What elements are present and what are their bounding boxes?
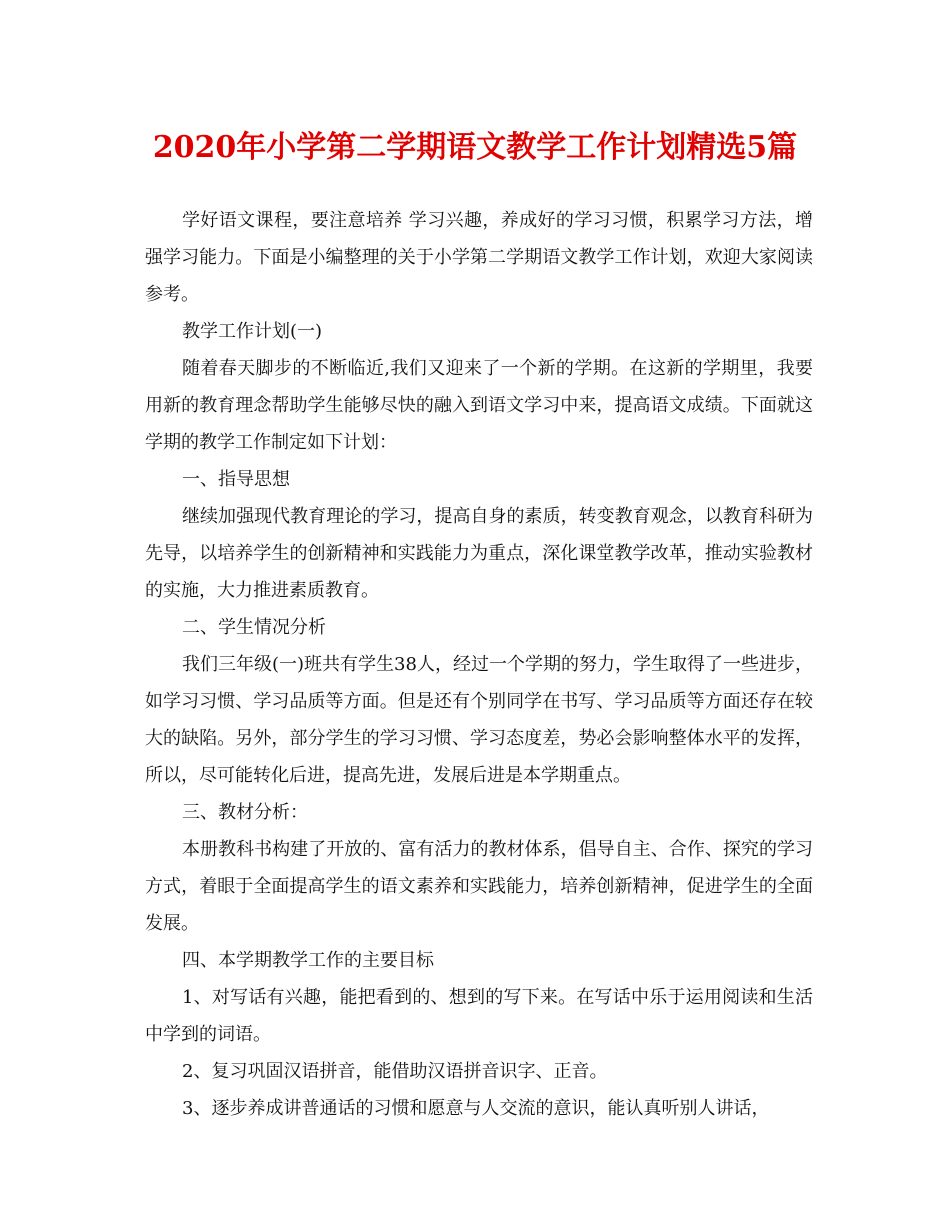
list-item: 3、逐步养成讲普通话的习惯和愿意与人交流的意识，能认真听别人讲话， (182, 1098, 770, 1119)
paragraph: 继续加强现代教育理论的学习，提高自身的素质，转变教育观念，以教育科研为先导，以培养学生的创新精神和实践能力为重点，深化课堂教学改革，推动实验教材的实施，大力推进素质教育。 (145, 506, 813, 601)
paragraph: 我们三年级(一)班共有学生38人，经过一个学期的努力，学生取得了一些进步，如学习习惯、学习品质等方面。但是还有个别同学在书写、学习品质等方面还存在较大的缺陷。另外，部分学生的学习习惯、学习态度差，势必会影响整体水平的发挥，所以，尽可能转化后进，提高先进，发展后进是本学期重点。 (145, 654, 813, 786)
intro-paragraph: 学好语文课程，要注意培养 学习兴趣，养成好的学习习惯，积累学习方法，增强学习能力。下面是小编整理的关于小学第二学期语文教学工作计划，欢迎大家阅读参考。 (145, 210, 813, 305)
section-heading-guiding-ideas: 一、指导思想 (182, 469, 290, 490)
section-heading-student-analysis: 二、学生情况分析 (182, 617, 326, 638)
paragraph: 本册教科书构建了开放的、富有活力的教材体系，倡导自主、合作、探究的学习方式，着眼于全面提高学生的语文素养和实践能力，培养创新精神，促进学生的全面发展。 (145, 839, 813, 934)
document-body (145, 202, 813, 1127)
list-item: 1、对写话有兴趣，能把看到的、想到的写下来。在写话中乐于运用阅读和生活中学到的词语。 (145, 987, 813, 1045)
plan-heading: 教学工作计划(一) (182, 321, 323, 342)
section-heading-textbook-analysis: 三、教材分析： (182, 802, 308, 823)
document-title: 2020年小学第二学期语文教学工作计划精选5篇 (152, 130, 798, 165)
list-item: 2、复习巩固汉语拼音，能借助汉语拼音识字、正音。 (182, 1061, 608, 1082)
paragraph: 随着春天脚步的不断临近,我们又迎来了一个新的学期。在这新的学期里，我要用新的教育理念帮助学生能够尽快的融入到语文学习中来，提高语文成绩。下面就这学期的教学工作制定如下计划： (145, 358, 813, 453)
section-heading-main-goals: 四、本学期教学工作的主要目标 (182, 950, 434, 971)
